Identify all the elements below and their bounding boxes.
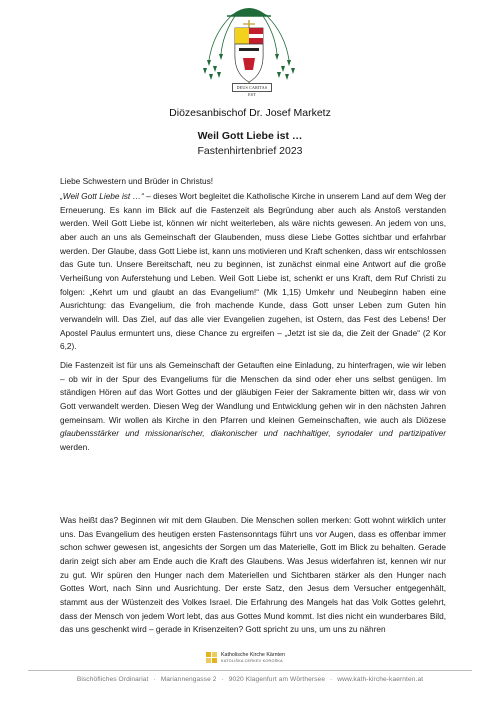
footer-divider — [28, 670, 472, 671]
logo-line-1: Katholische Kirche Kärnten — [221, 652, 285, 658]
paragraph-3 — [60, 514, 446, 637]
letter-title: Weil Gott Liebe ist … — [197, 130, 303, 142]
letter-greeting: Liebe Schwestern und Brüder in Christus! — [60, 176, 214, 186]
paragraph-1-quote: „Weil Gott Liebe ist …“ — [60, 191, 144, 201]
paragraph-2-italic: glaubensstärker und missionarischer, diakonischer und nachhaltiger, synodaler und partizipativer — [60, 428, 446, 439]
logo-line-2: KATOLIŠKA CERKEV KOROŠKA — [221, 658, 283, 663]
paragraph-1-text: – dieses Wort begleitet die Katholische Kirche in unserem Land auf dem Weg der Erneuerung. Es kann im Blick auf die Fastenzeit als Begründung aber auch als Anstoß verstanden werden. Weil Gott Liebe ist, können wir nicht weiterleben, als wäre nichts gewesen. An jedem von uns, aber auch an uns als Gemeinschaft der Glaubenden, muss diese Liebe Gottes sichtbar und erfahrbar werden. Der Glaube, dass Gott Liebe ist, kann uns motivieren und Kraft schenken, dass wir entschlossen das Gute tun. Unsere Bereitschaft, neu zu beginnen, ist zunächst einmal eine Antwort auf die große Verheißung von Auferstehung und Leben. Weil Gott Liebe ist, schenkt er uns Kraft, dem Ruf Christi zu folgen: „Kehrt um und glaubt an das Evangelium!“ (Mk 1,15) Umkehr und Neubeginn haben eine Ausrichtung: das Evangelium, die froh machende Kunde, dass Gott unser Leben zum Guten hin verwandeln will. Das Ziel, auf das alle vier Evangelien zugehen, ist Ostern, das Fest des Lebens! Der Apostel Paulus ermuntert uns, diese Chance zu ergreifen – „Jetzt ist sie da, die Zeit der Gnade“ (2 Kor 6,2). — [60, 191, 447, 352]
footer-separator: · — [221, 676, 224, 683]
paragraph-1 — [60, 190, 446, 354]
footer-separator: · — [153, 676, 156, 683]
diocese-logo — [206, 652, 336, 666]
footer-office: Bischöfliches Ordinariat — [76, 676, 149, 683]
footer-address — [0, 676, 500, 683]
paragraph-2-text: Die Fastenzeit ist für uns als Gemeinschaft der Getauften eine Einladung, zu hinterfragen, wie wir leben – ob wir in der Spur des Evangeliums für die Menschen da sind oder eher uns selbst genügen. Im ständigen Hören auf das Wort Gottes und der gläubigen Feier der Sakramente bitten wir, dass wir von Gott verwandelt werden. Diesen Weg der Wandlung und Entwicklung gehen wir in den nächsten Jahren gemeinsam. Wir wollen als Kirche in den Pfarren und kleinen Gemeinschaften, wie auch als Diözese — [60, 360, 446, 425]
footer-website-link[interactable]: www.kath-kirche-kaernten.at — [337, 676, 424, 683]
footer-separator: · — [330, 676, 333, 683]
paragraph-3-text: Was heißt das? Beginnen wir mit dem Glauben. Die Menschen sollen merken: Gott wohnt wirklich unter uns. Das Evangelium des heutigen ersten Fastensonntags führt uns vor Augen, dass es offenbar immer schon schwer gewesen ist, angesichts der Sorgen um das Materielle, Gott im Blick zu behalten. Gerade darin zeigt sich aber am Ende auch die Kraft des Glaubens. Was Jesus widerfahren ist, kennen wir nur zu gut. Wir spüren den Hunger nach dem Materiellen und Sichtbaren stärker als den Hunger nach Gottes Wort, nach Sinn und Ausrichtung. Der erste Satz, den Jesus dem Versucher entgegenhält, stammt aus der Wüstenzeit des Volkes Israel. Die Erfahrung des Mangels hat das Volk Gottes gelehrt, dass der Mensch von jedem Wort lebt, das aus Gottes Mund kommt. Ist dies nicht ein wunderbares Bild, das uns geschenkt wird – gerade in Krisenzeiten? Gott spricht zu uns, um uns zu nähren — [60, 515, 446, 635]
footer-city: 9020 Klagenfurt am Wörthersee — [228, 676, 326, 683]
letter-subtitle: Fastenhirtenbrief 2023 — [197, 145, 303, 157]
footer-street: Mariannengasse 2 — [160, 676, 217, 683]
diocese-logo-mark-icon — [206, 652, 217, 664]
paragraph-2 — [60, 359, 446, 455]
letter-author: Diözesanbischof Dr. Josef Marketz — [169, 107, 331, 119]
crest-motto: DEUS CARITAS EST — [232, 83, 272, 92]
paragraph-2-end: werden. — [60, 441, 90, 452]
